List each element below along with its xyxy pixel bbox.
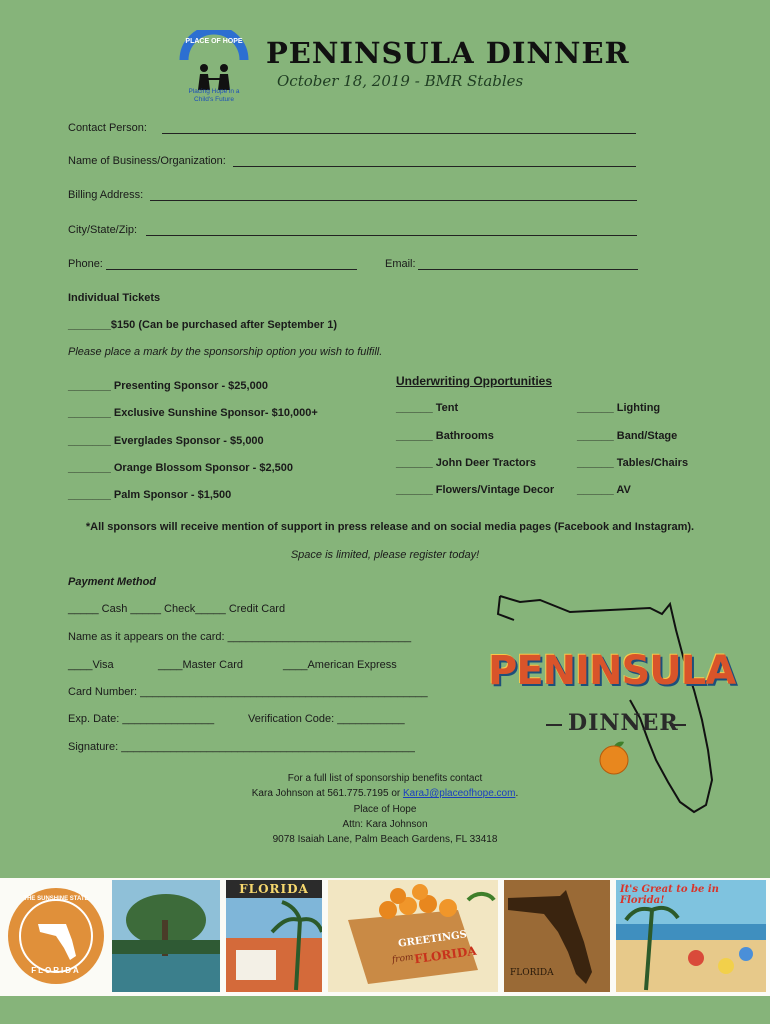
greetings-postcard — [328, 880, 498, 992]
dinner-word: DINNER — [568, 710, 679, 736]
payment-heading: Payment Method — [68, 576, 157, 588]
business-label: Name of Business/Organization: — [68, 155, 226, 167]
underwriting-lighting[interactable]: ______ Lighting — [577, 402, 661, 414]
signature-field[interactable]: Signature: ________________________________________________ — [68, 741, 415, 753]
phone-label: Phone: — [68, 258, 103, 270]
underwriting-tables-chairs[interactable]: ______ Tables/Chairs — [577, 457, 689, 469]
underwriting-tent[interactable]: ______ Tent — [396, 402, 459, 414]
swamp-postcard — [112, 880, 220, 992]
underwriting-av[interactable]: ______ AV — [577, 484, 631, 496]
limited-space-note: Space is limited, please register today! — [290, 549, 480, 561]
greetings-text: GREETINGS — [397, 929, 468, 950]
sponsor-presenting[interactable]: _______ Presenting Sponsor - $25,000 — [68, 380, 268, 392]
email-field[interactable] — [418, 269, 638, 270]
map-label: FLORIDA — [510, 968, 554, 978]
sunshine-state-seal — [6, 880, 106, 992]
payment-method-options[interactable]: _____ Cash _____ Check_____ Credit Card — [68, 603, 286, 615]
underwriting-flowers[interactable]: ______ Flowers/Vintage Decor — [396, 484, 555, 496]
logo — [178, 30, 250, 108]
seal-top-text: THE SUNSHINE STATE — [23, 896, 89, 902]
email-label: Email: — [385, 258, 416, 270]
underwriting-heading: Underwriting Opportunities — [396, 374, 552, 388]
florida-banner-text: FLORIDA — [239, 882, 309, 896]
contact-person-label: Contact Person: — [68, 122, 147, 134]
great-script-text: It's Great to be in Florida! — [620, 884, 719, 906]
verification-code-field[interactable]: Verification Code: ___________ — [248, 713, 405, 725]
visa-option[interactable]: ____Visa — [68, 659, 114, 671]
sponsor-note: *All sponsors will receive mention of support in press release and on social media pages (Facebook and Instagram). — [85, 521, 695, 533]
card-number-field[interactable]: Card Number: _______________________________________________ — [68, 686, 428, 698]
mastercard-option[interactable]: ____Master Card — [158, 659, 243, 671]
business-field[interactable] — [233, 166, 636, 167]
dinner-dash-left — [546, 724, 562, 726]
sponsor-orange-blossom[interactable]: _______ Orange Blossom Sponsor - $2,500 — [68, 462, 293, 474]
contact-org: Place of Hope — [353, 804, 417, 815]
city-state-zip-field[interactable] — [146, 235, 637, 236]
tickets-heading: Individual Tickets — [68, 292, 161, 304]
underwriting-band-stage[interactable]: ______ Band/Stage — [577, 430, 678, 442]
florida-map-silhouette — [504, 880, 610, 992]
individual-ticket-option[interactable]: _______$150 (Can be purchased after September 1) — [68, 319, 338, 331]
contact-email-link[interactable]: KaraJ@placeofhope.com — [403, 788, 516, 799]
underwriting-tractors[interactable]: ______ John Deer Tractors — [396, 457, 537, 469]
sponsor-sunshine[interactable]: _______ Exclusive Sunshine Sponsor- $10,000+ — [68, 407, 318, 419]
event-date-location: October 18, 2019 - BMR Stables — [277, 72, 524, 90]
contact-line2-prefix: Kara Johnson at 561.775.7195 or — [251, 788, 403, 799]
sponsor-everglades[interactable]: _______ Everglades Sponsor - $5,000 — [68, 435, 264, 447]
contact-line2 — [200, 788, 570, 799]
name-on-card-field[interactable]: Name as it appears on the card: ______________________________ — [68, 631, 412, 643]
billing-address-label: Billing Address: — [68, 189, 144, 201]
sponsorship-instruction: Please place a mark by the sponsorship option you wish to fulfill. — [68, 346, 383, 358]
orange-icon — [596, 740, 632, 776]
contact-address: 9078 Isaiah Lane, Palm Beach Gardens, FL 33418 — [272, 834, 498, 845]
dinner-dash-right — [670, 724, 686, 726]
billing-address-field[interactable] — [150, 200, 637, 201]
peninsula-word: PENINSULA — [488, 648, 736, 694]
swamp-image — [112, 880, 220, 992]
logo-tagline: Placing Hope in a Child's Future — [188, 88, 240, 103]
florida-script-text: FLORIDA — [413, 943, 478, 967]
sponsor-palm[interactable]: _______ Palm Sponsor - $1,500 — [68, 489, 232, 501]
contact-line1: For a full list of sponsorship benefits contact — [287, 773, 483, 784]
phone-field[interactable] — [106, 269, 357, 270]
exp-date-field[interactable]: Exp. Date: _______________ — [68, 713, 215, 725]
city-state-zip-label: City/State/Zip: — [68, 224, 138, 236]
beach-postcard — [616, 880, 766, 992]
underwriting-bathrooms[interactable]: ______ Bathrooms — [396, 430, 494, 442]
contact-person-field[interactable] — [162, 133, 636, 134]
logo-text: PLACE OF HOPE — [185, 38, 243, 45]
contact-line2-suffix: . — [515, 788, 519, 799]
contact-attn: Attn: Kara Johnson — [342, 819, 428, 830]
page-title: PENINSULA DINNER — [266, 36, 630, 70]
florida-poster-image — [226, 880, 322, 992]
seal-bottom-text: FLORIDA — [31, 966, 81, 975]
from-text: from — [391, 952, 415, 966]
florida-poster — [226, 880, 322, 992]
amex-option[interactable]: ____American Express — [283, 659, 397, 671]
